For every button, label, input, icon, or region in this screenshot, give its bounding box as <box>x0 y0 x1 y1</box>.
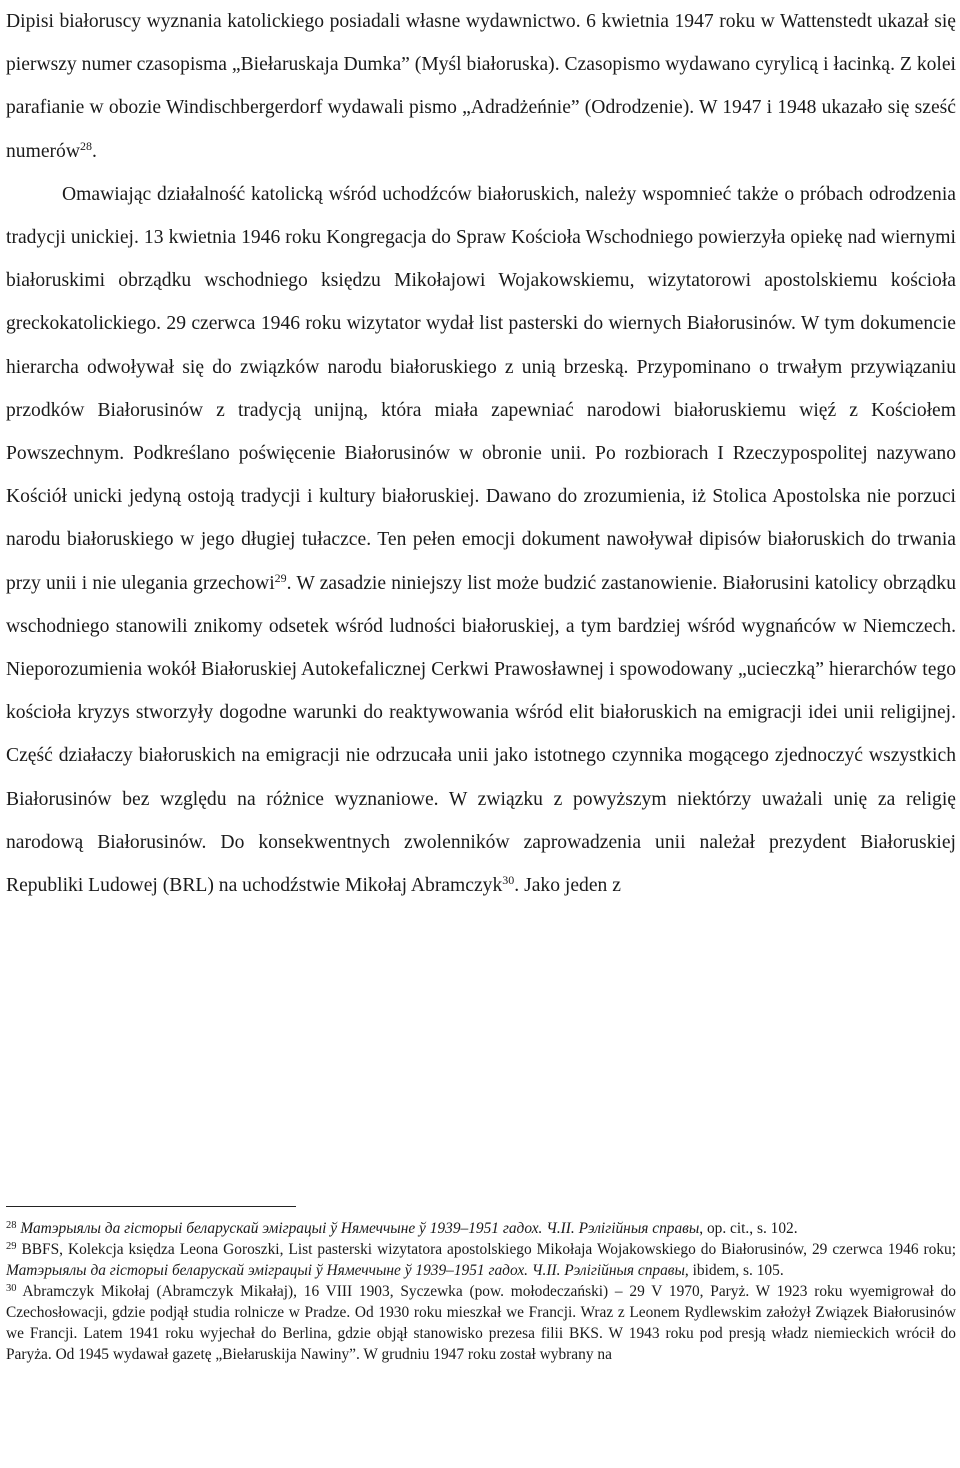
footnote-divider <box>6 1206 296 1207</box>
paragraph-2-end: . Jako jeden z <box>514 875 621 897</box>
paragraph-1 <box>6 0 956 173</box>
footnote-title: Матэрыялы да гісторыі беларускай эміграцыі ў Нямеччыне ў 1939–1951 гадох. Ч.II. Рэлігійныя справы <box>6 1262 685 1279</box>
footnote-text: BBFS, Kolekcja księdza Leona Goroszki, List pasterski wizytatora apostolskiego Mikołaja Wojakowskiego do Białorusinów, 29 czerwca 1946 roku; <box>16 1241 956 1258</box>
footnote-title: Матэрыялы да гісторыі беларускай эміграцыі ў Нямеччыне ў 1939–1951 гадох. Ч.II. Рэлігійныя справы <box>20 1220 700 1237</box>
document-page <box>6 0 956 1363</box>
paragraph-1-text: Dipisi białoruscy wyznania katolickiego posiadali własne wydawnictwo. 6 kwietnia 1947 roku w Wattenstedt ukazał się pierwszy numer czasopisma „Biełaruskaja Dumka” (Myśl białoruska). Czasopismo wydawano cyrylicą i łacinką. Z kolei parafianie w obozie Windischbergerdorf wydawali pismo „Adradżeńnie” (Odrodzenie). W 1947 i 1948 ukazało się sześć numerów <box>6 11 956 162</box>
footnote-number: 29 <box>6 1241 17 1252</box>
main-text <box>6 0 956 907</box>
footnote-ref-29[interactable]: 29 <box>274 570 287 585</box>
footnote-ref-28[interactable]: 28 <box>80 138 93 153</box>
footnotes <box>6 1218 956 1365</box>
paragraph-2 <box>6 173 956 907</box>
footnote-ref-30[interactable]: 30 <box>502 873 515 888</box>
footnote-number: 28 <box>6 1220 17 1231</box>
paragraph-1-end: . <box>92 140 97 162</box>
footnote-citation: , ibidem, s. 105. <box>684 1262 784 1279</box>
paragraph-2-text-a: Omawiając działalność katolicką wśród uchodźców białoruskich, należy wspomnieć także o próbach odrodzenia tradycji unickiej. 13 kwietnia 1946 roku Kongregacja do Spraw Kościoła Wschodniego powierzyła opiekę nad wiernymi białoruskimi obrządku wschodniego księdzu Mikołajowi Wojakowskiemu, wizytatorowi apostolskiemu kościoła greckokatolickiego. 29 czerwca 1946 roku wizytator wydał list pasterski do wiernych Białorusinów. W tym dokumencie hierarcha odwoływał się do związków narodu białoruskiego z unią brzeską. Przypominano o trwałym przywiązaniu przodków Białorusinów z tradycją unijną, która miała zapewniać narodowi białoruskiemu więź z Kościołem Powszechnym. Podkreślano poświęcenie Białorusinów w obronie unii. Po rozbiorach I Rzeczypospolitej nazywano Kościół unicki jedyną ostoją tradycji i kultury białoruskiej. Dawano do zrozumienia, iż Stolica Apostolska nie porzuci narodu białoruskiego w jego długiej tułaczce. Ten pełen emocji dokument nawoływał dipisów białoruskich do trwania przy unii i nie ulegania grzechowi <box>6 183 956 594</box>
footnote-29 <box>6 1239 956 1281</box>
paragraph-2-text-b: . W zasadzie niniejszy list może budzić zastanowienie. Białorusini katolicy obrządku wschodniego stanowili znikomy odsetek wśród ludności białoruskiej, a tym bardziej wśród wygnańców w Niemczech. Nieporozumienia wokół Białoruskiej Autokefalicznej Cerkwi Prawosławnej i spowodowany „ucieczką” hierarchów tego kościoła kryzys stworzyły dogodne warunki do reaktywowania wśród elit białoruskich na emigracji idei unii religijnej. Część działaczy białoruskich na emigracji nie odrzucała unii jako istotnego czynnika mogącego zjednoczyć wszystkich Białorusinów bez względu na różnice wyznaniowe. W związku z powyższym niektórzy uważali unię za religię narodową Białorusinów. Do konsekwentnych zwolenników zaprowadzenia unii należał prezydent Białoruskiej Republiki Ludowej (BRL) na uchodźstwie Mikołaj Abramczyk <box>6 572 956 897</box>
footnote-number: 30 <box>6 1283 17 1294</box>
footnote-28 <box>6 1218 956 1239</box>
footnote-text: Abramczyk Mikołaj (Abramczyk Mikałaj), 16 VIII 1903, Syczewka (pow. mołodeczański) – 29 V 1970, Paryż. W 1923 roku wyemigrował do Czechosłowacji, gdzie podjął studia rolnicze w Pradze. Od 1930 roku mieszkał we Francji. Wraz z Leonem Rydlewskim założył Związek Białorusinów we Francji. Latem 1941 roku wyjechał do Berlina, gdzie objął stanowisko prezesa filii BKS. W 1943 roku pod presją władz niemieckich wrócił do Paryża. Od 1945 wydawał gazetę „Biełaruskija Nawiny”. W grudniu 1947 roku został wybrany na <box>6 1283 956 1363</box>
footnote-30 <box>6 1281 956 1365</box>
footnote-citation: , op. cit., s. 102. <box>699 1220 798 1237</box>
